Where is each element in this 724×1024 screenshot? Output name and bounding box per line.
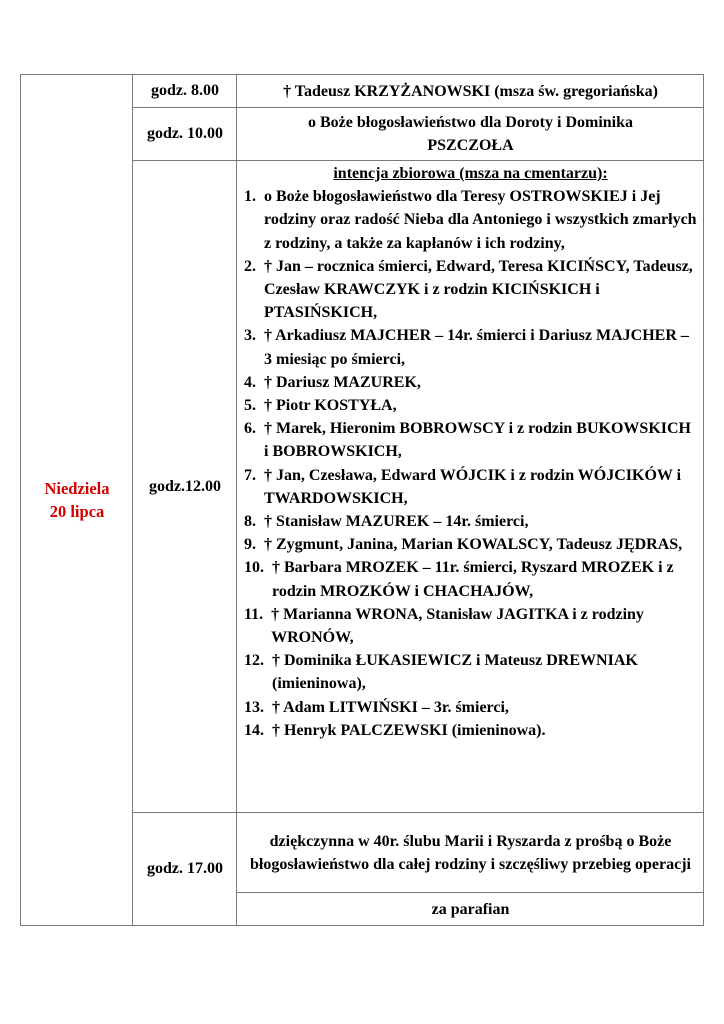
mass-time [134,161,236,812]
day-name: Niedziela [44,479,110,498]
item-text: † Piotr KOSTYŁA, [264,397,397,415]
item-text: † Adam LITWIŃSKI – 3r. śmierci, [272,698,509,716]
item-number: 1. [244,188,256,206]
day-date: 20 lipca [49,502,105,521]
item-number: 4. [244,373,256,391]
list-item [238,556,703,602]
item-text: † Zygmunt, Janina, Marian KOWALSCY, Tadeusz JĘDRAS, [264,536,683,554]
item-text: † Barbara MROZEK – 11r. śmierci, Ryszard MROZEK i z rodzin MROZKÓW i CHACHAJÓW, [272,559,674,600]
mass-time [134,75,236,107]
item-text: † Henryk PALCZEWSKI (imieninowa). [272,721,546,739]
list-item [238,649,703,695]
item-number: 13. [244,698,264,716]
item-number: 14. [244,721,264,739]
item-number: 6. [244,420,256,438]
intention-cell [238,108,703,160]
list-item [238,510,703,533]
mass-time-label: godz.12.00 [149,477,221,495]
item-number: 9. [244,536,256,554]
item-text: † Jan – rocznica śmierci, Edward, Teresa KICIŃSCY, Tadeusz, Czesław KRAWCZYK i z rodzin KICIŃSKICH i PTASIŃSKICH, [264,257,693,322]
item-number: 10. [244,559,264,577]
item-text: † Jan, Czesława, Edward WÓJCIK i z rodzin WÓJCIKÓW i TWARDOWSKICH, [264,466,682,507]
item-text: † Marek, Hieronim BOBROWSCY i z rodzin BUKOWSKICH i BOBROWSKICH, [264,420,691,461]
item-text: † Marianna WRONA, Stanisław JAGITKA i z rodziny WRONÓW, [271,605,644,647]
collective-intention-cell [238,161,703,813]
list-item [238,185,703,255]
item-number: 11. [244,605,264,623]
item-number: 2. [244,257,256,275]
mass-time [134,813,236,925]
list-item [238,255,703,325]
intention-cell [238,893,703,925]
mass-time-label: godz. 17.00 [147,860,223,877]
intention-text: dziękczynna w 40r. ślubu Marii i Ryszarda z prośbą o Boże błogosławieństwo dla całej rodziny i szczęśliwy przebieg operacji [250,832,691,873]
intention-text: o Boże błogosławieństwo dla Doroty i Dominika PSZCZOŁA [307,114,634,154]
intention-list [238,185,703,742]
item-number: 7. [244,466,256,484]
item-number: 3. [244,327,256,345]
mass-time-label: godz. 8.00 [151,82,219,99]
list-item [238,533,703,556]
item-text: † Stanisław MAZUREK – 14r. śmierci, [264,513,529,531]
day-cell [21,75,133,925]
intention-text: † Tadeusz KRZYŻANOWSKI (msza św. gregoriańska) [283,82,658,100]
column-divider [236,75,237,925]
item-text: † Dominika ŁUKASIEWICZ i Mateusz DREWNIAK (imieninowa), [272,652,638,693]
mass-intentions-table [20,74,704,926]
list-item [238,464,703,510]
item-number: 8. [244,513,256,531]
list-item [238,719,703,742]
list-item [238,324,703,370]
item-text: † Arkadiusz MAJCHER – 14r. śmierci i Dariusz MAJCHER – 3 miesiąc po śmierci, [264,327,689,368]
mass-time [134,108,236,160]
intention-cell [238,75,703,107]
intention-cell [238,813,703,892]
list-item [238,603,703,649]
list-item [238,417,703,463]
collective-intention-heading: intencja zbiorowa (msza na cmentarzu): [333,165,608,182]
item-text: † Dariusz MAZUREK, [264,373,421,391]
item-number: 12. [244,652,264,670]
list-item [238,696,703,719]
list-item [238,394,703,417]
item-text: o Boże błogosławieństwo dla Teresy OSTROWSKIEJ i Jej rodziny oraz radość Nieba dla Antoniego i wszystkich zmarłych z rodziny, a także za kapłanów i ich rodziny, [264,188,697,252]
mass-time-label: godz. 10.00 [147,125,223,142]
item-number: 5. [244,397,256,415]
intention-text: za parafian [431,900,510,918]
list-item [238,371,703,394]
